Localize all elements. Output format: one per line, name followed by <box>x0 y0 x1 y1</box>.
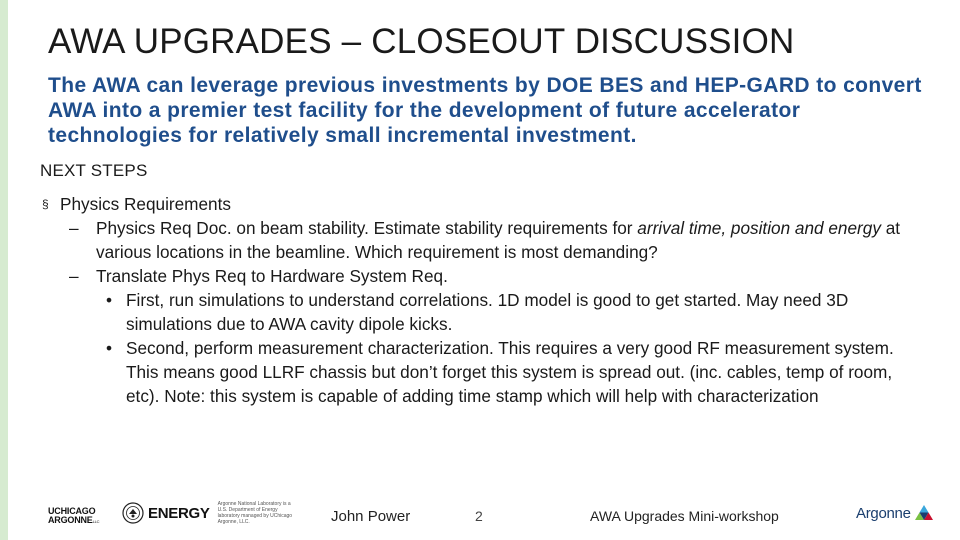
sub-bullet-physics-req-doc <box>42 216 922 264</box>
sub-bullet-translate-req <box>42 264 922 288</box>
bullet-list <box>42 192 922 408</box>
dash-bullet-icon: – <box>69 218 79 238</box>
bullet-text: Physics Requirements <box>60 194 231 214</box>
next-steps-heading: NEXT STEPS <box>40 161 148 180</box>
doe-seal-icon <box>122 502 144 524</box>
bullet-text: Second, perform measurement characterization. This requires a very good RF measurement system. This means good LLRF chassis but don’t forget this system is spread out. (inc. cables, temp of room, etc). Note: this system is capable of adding time stamp which will help with characterization <box>126 338 894 406</box>
slide-title: AWA UPGRADES – CLOSEOUT DISCUSSION <box>48 22 795 61</box>
bullet-text-italic: arrival time, position and energy <box>637 218 881 238</box>
sub-sub-bullet-measurement <box>42 336 922 408</box>
bullet-text: First, run simulations to understand correlations. 1D model is good to get started. May need 3D simulations due to AWA cavity dipole kicks. <box>126 290 849 334</box>
bullet-physics-requirements <box>42 192 922 216</box>
left-accent-bar <box>0 0 8 540</box>
square-bullet-icon: § <box>42 197 49 211</box>
presenter-name: John Power <box>331 508 411 525</box>
bullet-text: Translate Phys Req to Hardware System Req. <box>96 266 448 286</box>
page-number: 2 <box>475 508 483 524</box>
dash-bullet-icon: – <box>69 266 79 286</box>
sub-sub-bullet-simulations <box>42 288 922 336</box>
intro-paragraph: The AWA can leverage previous investments by DOE BES and HEP-GARD to convert AWA into a premier test facility for the development of future accelerator technologies for relatively small incremental investment. <box>48 74 922 147</box>
uchicago-argonne-logo: UCHICAGO ARGONNELLC <box>48 506 100 525</box>
doe-energy-logo: ENERGY Argonne National Laboratory is a U.S. Department of Energy laboratory managed by UChicago Argonne, LLC. <box>122 501 298 525</box>
bullet-text-pre: Physics Req Doc. on beam stability. Estimate stability requirements for <box>96 218 638 238</box>
dot-bullet-icon: • <box>106 290 113 310</box>
argonne-logo: Argonne <box>856 505 935 525</box>
workshop-title: AWA Upgrades Mini-workshop <box>590 508 779 524</box>
bullet-text-post: at various locations in the beamline. Which requirement is most demanding? <box>96 218 901 262</box>
slide-footer <box>0 495 960 540</box>
argonne-triangle-icon <box>913 503 935 525</box>
dot-bullet-icon: • <box>106 338 113 358</box>
